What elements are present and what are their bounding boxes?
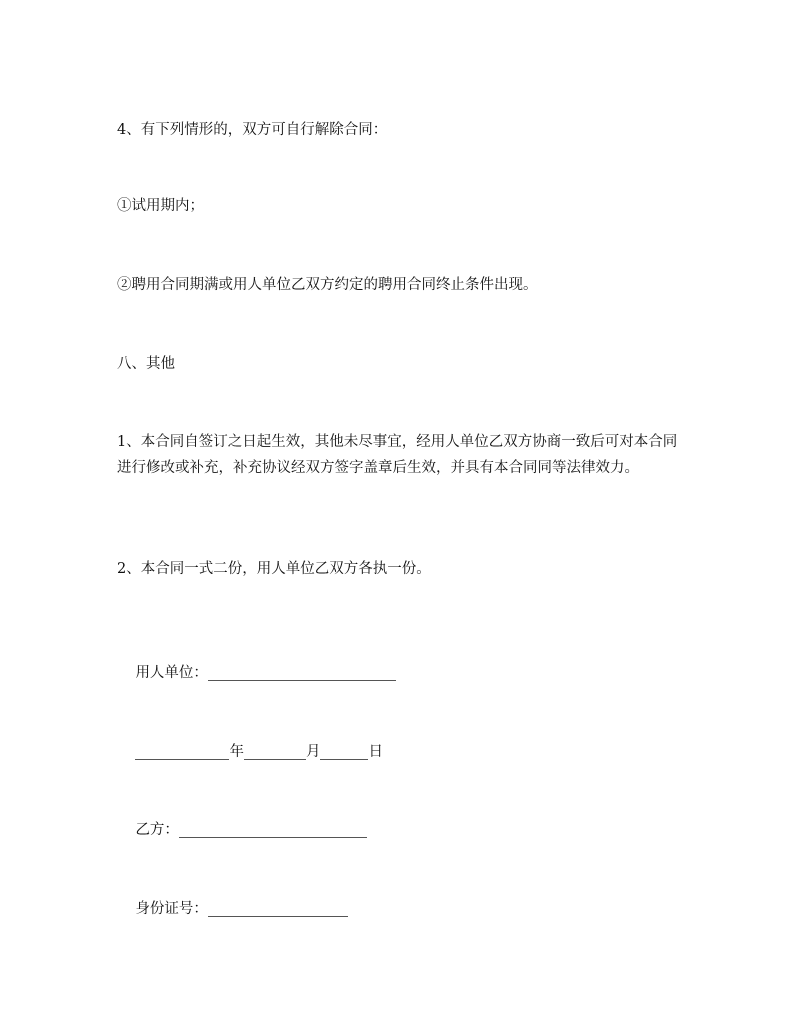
clause-4-item-2: ②聘用合同期满或用人单位乙双方约定的聘用合同终止条件出现。 [117,277,538,293]
year-blank [135,741,229,760]
id-number-blank [208,898,348,917]
party-b-signature-line [117,791,682,869]
date-line [117,713,682,791]
day-blank [320,741,368,760]
month-blank [244,741,306,760]
section-8-item-1: 1、本合同自签订之日起生效，其他未尽事宜，经用人单位乙双方协商一致后可对本合同进行修改或补充，补充协议经双方签字盖章后生效，并具有本合同同等法律效力。 [117,434,678,476]
section-8-item-2: 2、本合同一式二份，用人单位乙双方各执一份。 [117,561,431,577]
clause-4-item-1: ①试用期内； [117,198,204,214]
id-number-label: 身份证号： [135,901,208,917]
clause-4-heading: 4、有下列情形的，双方可自行解除合同： [117,122,388,138]
month-label: 月 [305,744,321,760]
year-label: 年 [229,744,244,760]
employer-signature-line [117,634,682,712]
party-b-label: 乙方： [135,822,179,838]
section-8-heading: 八、其他 [117,356,175,372]
id-number-line [117,870,682,948]
party-b-blank [179,819,367,838]
day-label: 日 [368,744,383,760]
employer-blank [208,662,396,681]
employer-label: 用人单位： [135,665,208,681]
